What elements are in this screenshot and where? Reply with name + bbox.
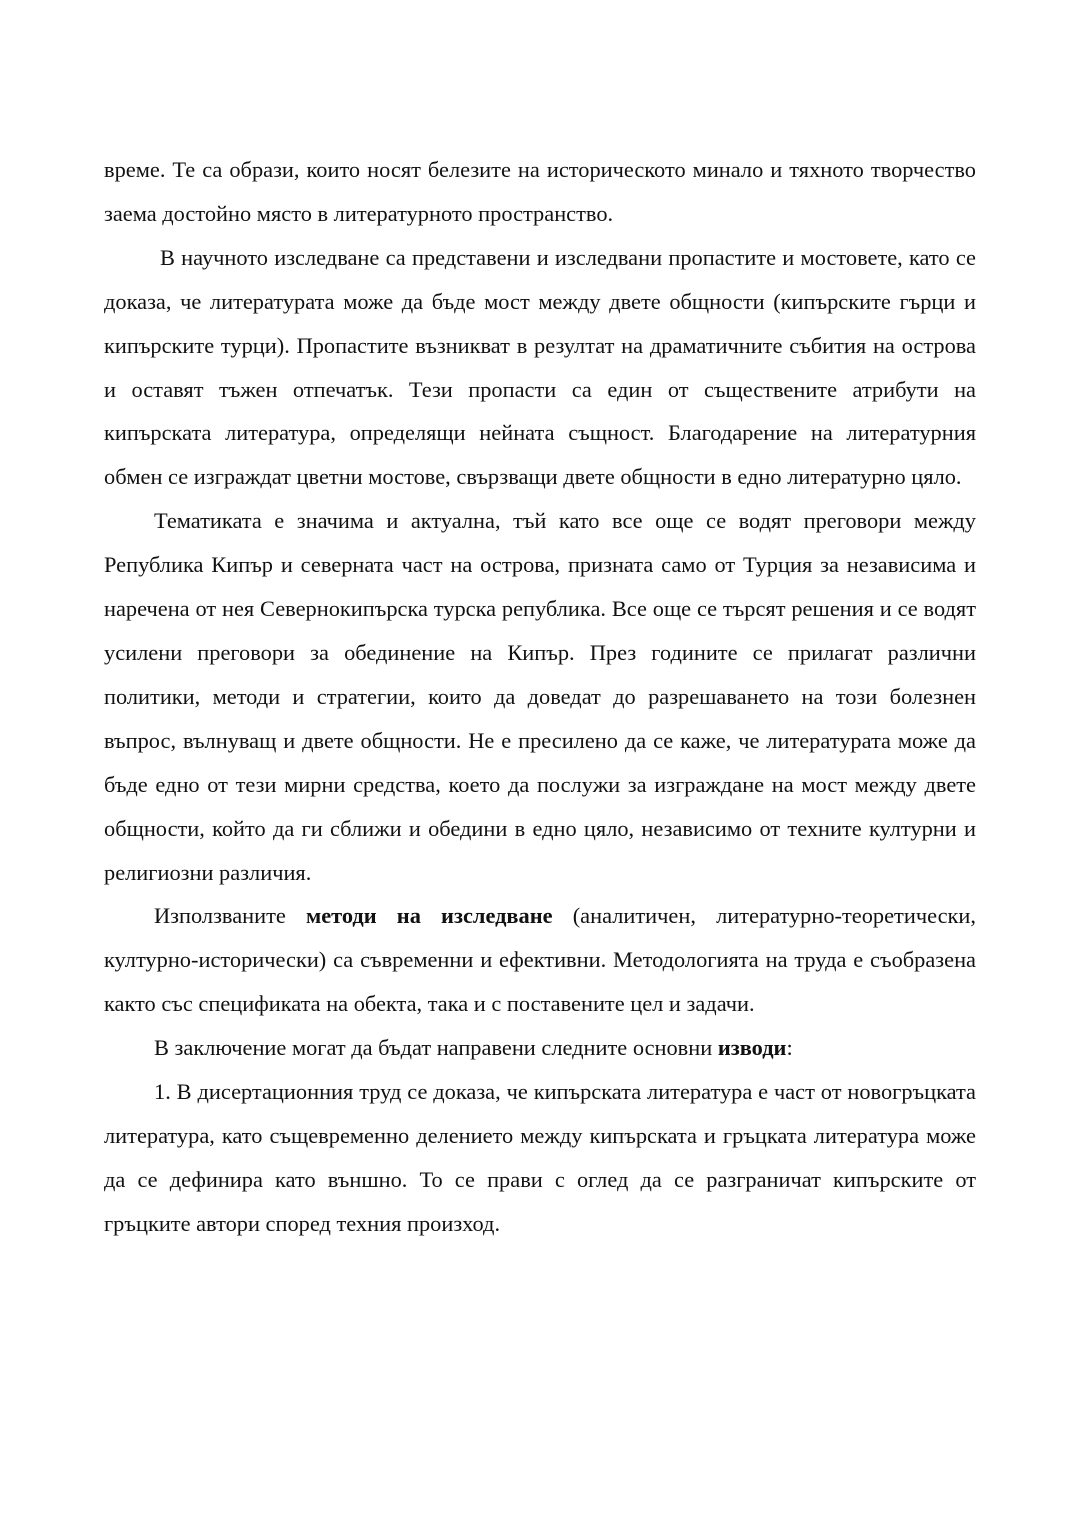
bold-term-methods: методи на изследване <box>305 903 553 929</box>
paragraph-text: 1. В дисертационния труд се доказа, че кипърската литература е част от новогръцката литература, като същевременно делението между кипърската и гръцката литература може да се дефинира като външно. То се прави с оглед да се разграничат кипърските от гръцките автори според техния произход. <box>104 1079 976 1236</box>
paragraph-text: В научното изследване са представени и изследвани пропастите и мостовете, като се доказа, че литературата може да бъде мост между двете общности (кипърските гърци и кипърските турци). Пропастите възникват в резултат на драматичните събития на острова и оставят тъжен отпечатък. Тези пропасти са един от съществените атрибути на кипърската литература, определящи нейната същност. Благодарение на литературния обмен се изграждат цветни мостове, свързващи двете общности в едно литературно цяло. <box>104 244 976 490</box>
paragraph-text: време. Те са образи, които носят белезите на историческото минало и тяхното творчество заема достойно място в литературното пространство. <box>104 157 976 226</box>
paragraph-conclusion-1 <box>104 1070 976 1246</box>
paragraph-text: Тематиката е значима и актуална, тъй като все още се водят преговори между Република Кипър и северната част на острова, призната само от Турция за независима и наречена от нея Севернокипърска турска република. Все още се търсят решения и се водят усилени преговори за обединение на Кипър. През годините се прилагат различни политики, методи и стратегии, които да доведат до разрешаването на този болезнен въпрос, вълнуващ и двете общности. Не е пресилено да се каже, че литературата може да бъде едно от тези мирни средства, което да послужи за изграждане на мост между двете общности, който да ги сближи и обедини в едно цяло, независимо от техните културни и религиозни различия. <box>104 508 976 885</box>
paragraph-text: : <box>786 1035 793 1061</box>
paragraph-text: В заключение могат да бъдат направени следните основни <box>154 1035 718 1061</box>
paragraph-topic-relevance <box>104 499 976 894</box>
paragraph-research-methods <box>104 894 976 1026</box>
document-page <box>104 148 976 1246</box>
paragraph-continuation <box>104 148 976 236</box>
paragraph-conclusions-intro <box>104 1026 976 1070</box>
paragraph-text: Използваните <box>154 903 306 929</box>
bold-term-conclusions: изводи <box>717 1035 787 1061</box>
paragraph-research-gaps-bridges <box>104 236 976 499</box>
paragraph-text: (аналитичен, литературно-теоретически, културно-исторически) са съвременни и ефективни. Методологията на труда е съобразена както със спецификата на обекта, така и с поставените цел и задачи. <box>104 903 976 1017</box>
